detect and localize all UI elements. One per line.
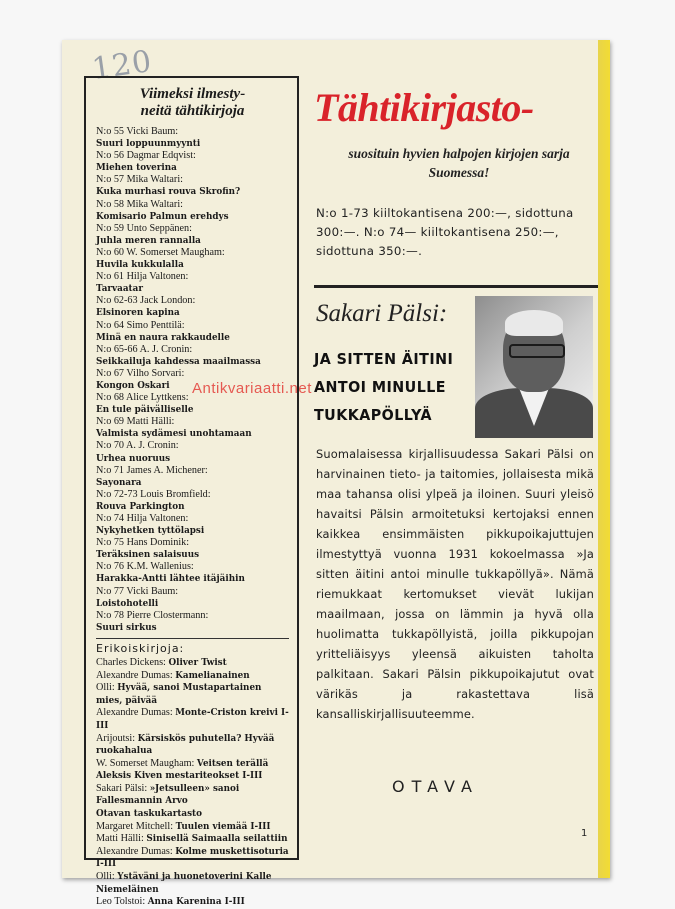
entry-author: N:o 68 Alice Lyttkens: bbox=[96, 392, 189, 404]
entry-author: N:o 75 Hans Dominik: bbox=[96, 537, 190, 549]
special-author: Alexandre Dumas: bbox=[96, 669, 173, 681]
heading-line-1: Viimeksi ilmesty- bbox=[139, 86, 246, 102]
entry-title: Nykyhetken tyttölapsi bbox=[96, 526, 205, 537]
list-item bbox=[96, 295, 289, 319]
entry-title: Rouva Parkington bbox=[96, 501, 185, 512]
list-item bbox=[96, 537, 289, 561]
series-tagline: suosituin hyvien halpojen kirjojen sarja Suomessa! bbox=[348, 146, 570, 180]
entry-author: N:o 61 Hilja Valtonen: bbox=[96, 271, 189, 283]
list-item bbox=[96, 150, 289, 174]
special-author: Alexandre Dumas: bbox=[96, 845, 173, 857]
entry-title: Urhea nuoruus bbox=[96, 453, 171, 464]
special-title: Veitsen terällä bbox=[196, 758, 269, 769]
horizontal-rule bbox=[314, 285, 598, 288]
entry-title: Sayonara bbox=[96, 477, 142, 488]
list-item bbox=[96, 758, 289, 771]
list-item bbox=[96, 896, 289, 909]
special-title: Monte-Criston kreivi I-III bbox=[96, 708, 289, 731]
title-line: ANTOI MINULLE bbox=[314, 378, 447, 396]
list-item bbox=[96, 199, 289, 223]
entry-title: Kuka murhasi rouva Skrofin? bbox=[96, 187, 241, 198]
entry-author: N:o 55 Vicki Baum: bbox=[96, 126, 179, 137]
handwritten-price: 120 bbox=[89, 43, 155, 88]
entry-title: Suuri loppuunmyynti bbox=[96, 139, 201, 150]
list-item bbox=[96, 247, 289, 271]
featured-book-title bbox=[314, 345, 461, 429]
special-title: Kärsiskös puhutella? Hyvää ruokahalua bbox=[96, 733, 275, 757]
list-item bbox=[96, 320, 289, 344]
list-item bbox=[96, 174, 289, 198]
entry-author: N:o 59 Unto Seppänen: bbox=[96, 222, 192, 234]
list-item bbox=[96, 610, 289, 634]
author-portrait bbox=[475, 296, 593, 426]
list-item bbox=[96, 271, 289, 295]
special-books-heading: Erikoiskirjoja: bbox=[96, 641, 185, 655]
entry-title: Suuri sirkus bbox=[96, 622, 157, 633]
list-item bbox=[96, 770, 289, 783]
list-item bbox=[96, 707, 289, 732]
special-author: Matti Hälli: bbox=[96, 833, 144, 845]
watermark-text: Antikvariaatti.net bbox=[192, 380, 312, 397]
special-author: Sakari Pälsi: bbox=[96, 782, 148, 794]
book-spine bbox=[598, 40, 610, 878]
special-author: Olli: bbox=[96, 682, 115, 694]
special-books-section bbox=[96, 642, 289, 909]
list-item bbox=[96, 846, 289, 871]
entry-title: Juhla meren rannalla bbox=[96, 235, 201, 246]
heading-line-2: neitä tähtikirjoja bbox=[140, 103, 245, 119]
featured-author: Sakari Pälsi: bbox=[316, 300, 448, 327]
list-item bbox=[96, 223, 289, 247]
entry-title: Huvila kukkulalla bbox=[96, 260, 184, 271]
special-author: Leo Tolstoi: bbox=[96, 896, 146, 908]
special-title: Anna Karenina I-III bbox=[147, 897, 245, 908]
special-title: Tuulen viemää I-III bbox=[175, 821, 271, 832]
recent-titles-heading bbox=[96, 86, 289, 120]
special-title: Otavan taskukartasto bbox=[96, 809, 202, 820]
special-author: Arijoutsi: bbox=[96, 732, 136, 744]
list-item bbox=[96, 821, 289, 834]
book-back-cover bbox=[62, 40, 610, 908]
special-title: »Jetsulleen» sanoi Fallesmannin Arvo bbox=[96, 783, 240, 807]
list-item bbox=[96, 126, 289, 150]
special-author: Olli: bbox=[96, 871, 115, 883]
entry-title: Elsinoren kapina bbox=[96, 308, 180, 319]
special-title: Kamelianainen bbox=[175, 670, 250, 681]
entry-title: Harakka-Antti lähtee itäjäihin bbox=[96, 574, 245, 585]
special-title: Kolme muskettisoturia I-III bbox=[96, 846, 289, 870]
publisher-name: OTAVA bbox=[392, 777, 479, 796]
entry-author: N:o 65-66 A. J. Cronin: bbox=[96, 343, 193, 355]
list-item bbox=[96, 344, 289, 368]
title-line: JA SITTEN ÄITINI bbox=[314, 350, 454, 368]
entry-title: Teräksinen salaisuus bbox=[96, 550, 200, 561]
special-author: Margaret Mitchell: bbox=[96, 820, 174, 832]
entry-title: Komisario Palmun erehdys bbox=[96, 211, 229, 222]
entry-author: N:o 76 K.M. Wallenius: bbox=[96, 561, 194, 573]
entry-title: Seikkailuja kahdessa maailmassa bbox=[96, 356, 261, 367]
entry-author: N:o 64 Simo Penttilä: bbox=[96, 319, 185, 331]
entry-author: N:o 62-63 Jack London: bbox=[96, 295, 196, 307]
entry-title: Loistohotelli bbox=[96, 598, 159, 609]
entry-author: N:o 74 Hilja Valtonen: bbox=[96, 513, 189, 524]
entry-title: Tarvaatar bbox=[96, 284, 143, 295]
special-author: Charles Dickens: bbox=[96, 656, 166, 668]
list-item bbox=[96, 561, 289, 585]
entry-title: Miehen toverina bbox=[96, 163, 177, 174]
entry-author: N:o 58 Mika Waltari: bbox=[96, 198, 183, 210]
special-title: Hyvää, sanoi Mustapartainen mies, päivää bbox=[96, 683, 262, 706]
entry-author: N:o 56 Dagmar Edqvist: bbox=[96, 150, 196, 162]
special-title: Sinisellä Saimaalla seilattiin bbox=[146, 834, 288, 845]
list-item bbox=[96, 733, 289, 758]
list-item bbox=[96, 657, 289, 670]
special-author: Alexandre Dumas: bbox=[96, 707, 173, 719]
recent-titles-panel bbox=[84, 76, 299, 908]
list-item bbox=[96, 833, 289, 846]
special-title: Aleksis Kiven mestariteokset I-III bbox=[96, 771, 263, 782]
list-item bbox=[96, 783, 289, 808]
entry-author: N:o 78 Pierre Clostermann: bbox=[96, 609, 209, 621]
list-item bbox=[96, 489, 289, 513]
entry-author: N:o 67 Vilho Sorvari: bbox=[96, 367, 185, 379]
special-books-list bbox=[96, 657, 289, 909]
entry-title: Minä en naura rakkaudelle bbox=[96, 332, 230, 343]
special-author: W. Somerset Maugham: bbox=[96, 757, 195, 769]
book-description: Suomalaisessa kirjallisuudessa Sakari Pälsi on harvinainen tieto- ja taitomies, jollaisesta mikä maa tahansa olisi ylpeä ja iloinen. Suuri yleisö havaitsi Pälsin armoitetuksi kertojaksi ennen kaikkea ensimmäisten pikkupoikajuttujen ilmestyttyä vuonna 1931 kokoelmassa »Ja sitten äitini antoi minulle tukkapöllyä». Nämä riemukkaat kertomukset vievät lukijan maailmaan, jossa on lämmin ja hyvä olla huolimatta tukkapöllyistä, joilla pikkupojan yritteliäisyys yleensä aikuisten taholta palkitaan. Sakari Pälsin pikkupoikajutut ovat värikäs ja rakastettava lisä kansalliskirjallisuuteemme. bbox=[316, 447, 594, 721]
list-item bbox=[96, 682, 289, 707]
entry-author: N:o 57 Mika Waltari: bbox=[96, 174, 183, 186]
price-info: N:o 1-73 kiiltokantisena 200:—, sidottuna 300:—. N:o 74— kiiltokantisena 250:—, sidottuna 350:—. bbox=[316, 206, 574, 258]
entry-author: N:o 60 W. Somerset Maugham: bbox=[96, 246, 225, 258]
list-item bbox=[96, 416, 289, 440]
entry-author: N:o 71 James A. Michener: bbox=[96, 464, 208, 476]
list-item bbox=[96, 871, 289, 896]
entry-title: Kongon Oskari bbox=[96, 380, 170, 391]
list-item bbox=[96, 465, 289, 489]
entry-title: En tule päivälliselle bbox=[96, 405, 194, 416]
entry-author: N:o 70 A. J. Cronin: bbox=[96, 440, 179, 452]
series-logo: Tähtikirjasto- bbox=[314, 85, 534, 130]
title-line: TUKKAPÖLLYÄ bbox=[314, 406, 433, 424]
entry-author: N:o 72-73 Louis Bromfield: bbox=[96, 488, 211, 500]
panel-divider bbox=[96, 638, 289, 639]
entry-title: Valmista sydämesi unohtamaan bbox=[96, 429, 252, 440]
special-title: Oliver Twist bbox=[168, 657, 227, 668]
list-item bbox=[96, 670, 289, 683]
special-title: Ystäväni ja huonetoverini Kalle Niemeläinen bbox=[96, 872, 272, 895]
list-item bbox=[96, 440, 289, 464]
list-item bbox=[96, 513, 289, 537]
entry-author: N:o 77 Vicki Baum: bbox=[96, 585, 179, 597]
page-mark: 1 bbox=[581, 828, 588, 839]
entry-author: N:o 69 Matti Hälli: bbox=[96, 416, 175, 428]
list-item bbox=[96, 808, 289, 821]
list-item bbox=[96, 586, 289, 610]
